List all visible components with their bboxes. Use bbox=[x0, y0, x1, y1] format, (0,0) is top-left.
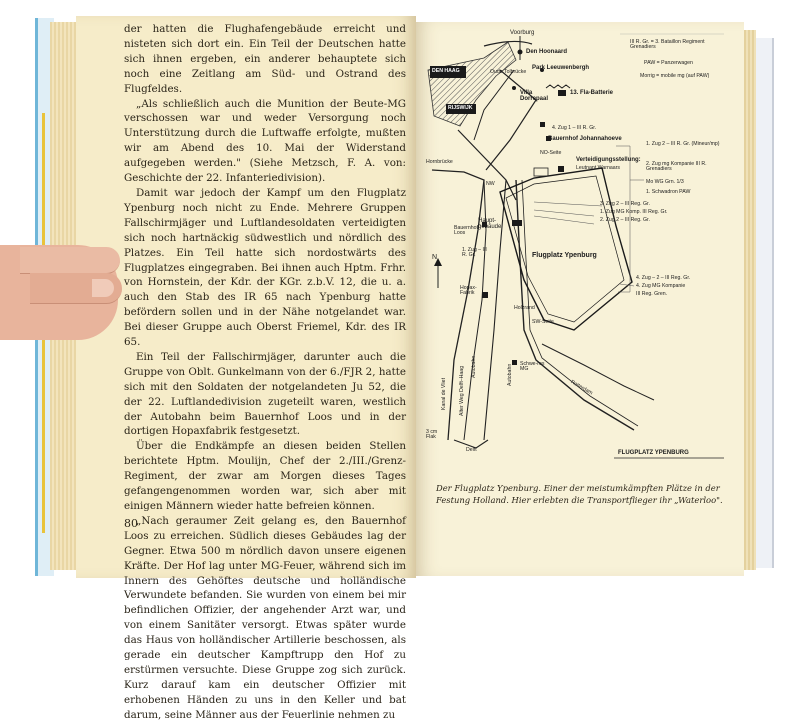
label-autobahn: Autobahn bbox=[471, 355, 477, 378]
label-villa-dorrepaal: Villa Dorrepaal bbox=[520, 90, 549, 103]
figure-caption: Der Flugplatz Ypenburg. Einer der meistumkämpften Plätze in der Festung Holland. Hier erlebten die Transportflieger ihr „Waterloo". bbox=[436, 483, 723, 505]
label-verteidigung-sub: Leutnant Warnaars bbox=[576, 165, 620, 171]
paragraph: der hatten die Flughafengebäude erreicht und nisteten sich dort ein. Ein Teil der Deutschen hatte sich ihnen ergeben, ein anderer behauptete sich noch eine Zeitlang am Süd- und Ostrand des Flugfeldes. bbox=[124, 23, 406, 95]
label-autobahn-2: Autobahn bbox=[507, 363, 513, 386]
label-def-line: 1. Zug 2 – III R. Gr. (Mineur/mp) bbox=[646, 141, 720, 147]
finger bbox=[20, 247, 120, 274]
label-fla-batterie: 13. Fla-Batterie bbox=[570, 90, 614, 96]
label-park-leeuwenbergh: Park Leeuwenbergh bbox=[532, 65, 590, 71]
label-zug4-top: 4. Zug 1 – III R. Gr. bbox=[552, 125, 597, 131]
left-page-text bbox=[124, 22, 406, 723]
label-hopax-fabrik: Hopax-Fabrik bbox=[460, 285, 477, 297]
label-right-group: 4. Zug – 2 – III Reg. Gr. bbox=[636, 275, 691, 281]
label-bauernhof-johannahoeve: Bauernhof Johannahoeve bbox=[548, 136, 622, 142]
label-verteidigung-title: Verteidigungsstellung: bbox=[576, 157, 641, 163]
label-right-group: III Reg. Gren. bbox=[636, 291, 668, 297]
label-schwere: Schwe-res MG bbox=[520, 361, 545, 373]
label-hornbrucke: Hornbrücke bbox=[426, 159, 453, 165]
label-holzrand: Holzrand bbox=[514, 305, 535, 311]
thumbnail bbox=[92, 279, 114, 297]
label-zug1: 1. Zug – III R. Gr. bbox=[462, 247, 487, 259]
label-rotterdam: Rotterdam bbox=[569, 379, 594, 397]
label-nw: NW bbox=[486, 181, 495, 187]
label-right-group: 4. Zug MG Kompanie bbox=[636, 283, 686, 289]
paragraph: „Als schließlich auch die Munition der Beute-MG verschossen war und weder Versorgung noch Unterstützung durch die Luftwaffe erfolgte, mußten wir am Abend des 10. Mai der Widerstand aufgegeben werden." (Siehe Metzsch, F. A. von: Geschichte der 22. Infanteriedivision). bbox=[124, 97, 406, 185]
label-near-haupt: 1. Zug MG Komp. III Reg. Gr. bbox=[600, 209, 668, 215]
hand bbox=[0, 245, 118, 340]
legend-paw: PAW = Panzerwagen bbox=[644, 60, 693, 66]
paragraph: Über die Endkämpfe an diesen beiden Stellen berichtete Hptm. Moulijn, Chef der 2./III./Grenz-Regiment, der zwar am Morgen dieses Tages gefangengenommen worden war, sich aber mit einigen Männern wieder hatte befreien können. bbox=[124, 440, 406, 512]
label-delft: Delft bbox=[466, 447, 477, 453]
page-edges-right bbox=[742, 30, 756, 570]
label-near-haupt: 2. Zug 2 – III Reg. Gr. bbox=[600, 217, 650, 223]
label-def-line: 2. Zug mg Kompanie III R. Grenadiers bbox=[646, 161, 707, 173]
paragraph: Ein Teil der Fallschirmjäger, darunter auch die Gruppe von Oblt. Gunkelmann von der 6./FJR 2, hatte sich mit den Soldaten der notgelandeten Ju 52, die der 22. Luftlandedivision zugeteilt waren, westlich der Autobahn beim Bauernhof Loos und in der dortigen Hopaxfabrik festgesetzt. bbox=[124, 350, 406, 438]
label-north: N bbox=[432, 254, 438, 261]
label-flugplatz: Flugplatz Ypenburg bbox=[532, 252, 597, 259]
label-haupt-gebaude: Haupt-gebäude bbox=[478, 218, 502, 231]
paragraph: „Nach geraumer Zeit gelang es, den Bauernhof Loos zu erreichen. Südlich dieses Gebäudes lag der Gegner. Etwa 500 m nördlich davon unsere eigenen Kräfte. Der Hof lag unter MG-Feuer, während sich im Innern des Gehöftes deutsche und holländische Verwundete befanden. Sie wurden von einem bei mir befindlichen Offizier, der angehender Arzt war, und von einem Sanitäter versorgt. Etwas später wurde das Haus von holländischer Artillerie beschossen, als gerade ein deutscher Kampftrupp den Hof zu erstürmen versuchte. Diese Gruppe zog sich zurück. Kurz darauf kam ein deutscher Offizier mit erhobenen Händen zu uns in den Keller und bat darum, seine Männer aus der Feuerlinie nehmen zu bbox=[124, 514, 406, 721]
label-def-line: Mo WG Grn. 1/3 bbox=[646, 179, 684, 185]
label-no-seite: NO-Seite bbox=[540, 150, 562, 156]
page-number: 80 bbox=[124, 517, 138, 530]
label-def-line: 1. Schwadron PAW bbox=[646, 189, 691, 195]
label-flak: 3 cm Flak bbox=[426, 429, 438, 441]
map-illustration bbox=[424, 30, 734, 470]
label-den-hoonaard: Den Hoonaard bbox=[526, 49, 568, 55]
label-rijswijk: RIJSWIJK bbox=[448, 105, 473, 111]
label-oude-tolbrucke: Oude Tolbrücke bbox=[490, 69, 527, 75]
label-sw-seite: SW-Seite bbox=[532, 319, 554, 325]
label-kanal: Kanal de Vliet bbox=[441, 377, 447, 410]
legend-rgr: III R. Gr. = 3. Bataillon Regiment Grenadiers bbox=[630, 39, 705, 51]
map-title: FLUGPLATZ YPENBURG bbox=[618, 450, 689, 456]
label-bauernhof-loos: Bauernhof Loos bbox=[454, 225, 478, 237]
label-near-haupt: 3. Zug 2 – III Reg. Gr. bbox=[600, 201, 650, 207]
label-alter-weg: Alter Weg Delft–Haag bbox=[459, 365, 465, 416]
legend-mortar: Morrig = mobile mg (auf PAW) bbox=[640, 73, 710, 79]
paragraph: Damit war jedoch der Kampf um den Flugplatz Ypenburg noch nicht zu Ende. Mehrere Gruppen Fallschirmjäger und Luftlandesoldaten verteidigten sich noch hartnäckig südwestlich und nördlich des Platzes. Ein Teil hatte sich nordostwärts des Flugplatzes eingegraben. Bei ihnen auch Hptm. Frhr. von Hornstein, der Kdr. der KGr. z.b.V. 12, die u. a. auch den Stab des IR 65 nach Ypenburg hatte befördern sollen und in der Nähe notgelandet war. Bei dieser Gruppe auch Oberst Friemel, Kdr. des IR 65. bbox=[124, 186, 406, 349]
label-den-haag: DEN HAAG bbox=[432, 68, 460, 74]
label-voorburg: Voorburg bbox=[510, 30, 535, 36]
